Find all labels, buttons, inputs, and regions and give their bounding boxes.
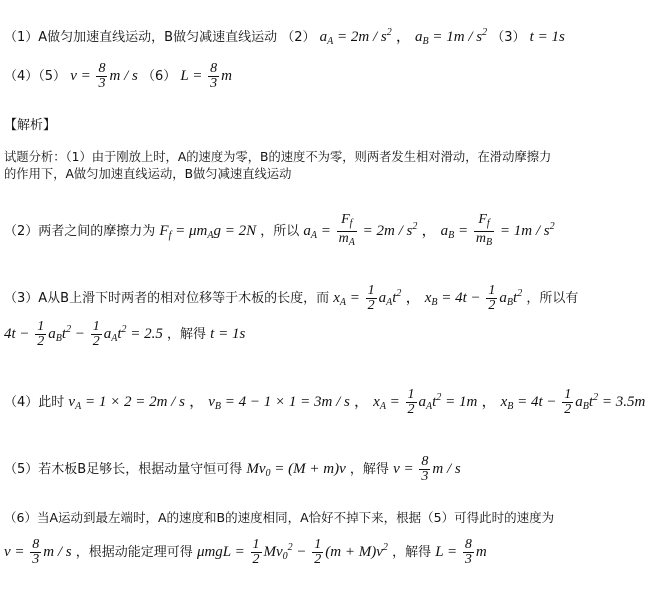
formula-energy: μmgL = $\frac{1}{2}$ $Mv_0^2$ − $\frac{1}{2}$ $(m + M)v^2$ (196, 537, 388, 567)
formula-vB: $v_B = 4 - 1 \times 1 = 3m / s$ (208, 393, 350, 412)
formula-displacement: 4t − $\frac{1}{2}$ $a_Bt^2$ − $\frac{1}{2}$ $a_At^2 = 2.5$ (4, 319, 163, 349)
formula-v-common: v = $\frac{8}{3}$ m / s (4, 537, 72, 567)
formula-xB: $x_B = 4t$ − $\frac{1}{2}$ $a_Bt^2$ (424, 283, 523, 313)
analysis-3-text-a: （3）A从B上滑下时两者的相对位移等于木板的长度，而 (4, 290, 330, 306)
analysis-5-text-a: （5）若木板B足够长，根据动量守恒可得 (4, 461, 243, 477)
analysis-6-line-2 (4, 538, 487, 567)
analysis-6-text-b: ，根据动能定理可得 (75, 544, 193, 560)
analysis-3-line-1: （3）A从B上滑下时两者的相对位移等于木板的长度，而 $x_A$ = $\frac{1}{2}$ $a_At^2$ ， $x_B = 4t$ − $\frac{1}{2}$ $a_Bt^2$ ，所以有 (4, 283, 579, 313)
answer-4-5-label: （4）（5） (4, 68, 67, 84)
answer-3-label: （3） (491, 30, 526, 45)
formula-t: t = 1s (529, 29, 565, 45)
formula-xB-value: $x_B = 4t$ − $\frac{1}{2}$ $a_Bt^2 = 3.5m$ (500, 387, 645, 417)
analysis-3-text-b: ，所以有 (526, 290, 579, 306)
analysis-2-text-b: ，所以 (260, 223, 300, 239)
formula-friction: $F_f = \mu m_Ag = 2N$ (159, 222, 257, 241)
formula-xA: $x_A$ = $\frac{1}{2}$ $a_At^2$ (333, 283, 402, 313)
analysis-1-line-2: 的作用下，A做匀加速直线运动，B做匀减速直线运动 (4, 167, 292, 181)
formula-momentum: $Mv_0 = (M + m)v$ (246, 460, 346, 479)
analysis-5 (4, 455, 461, 484)
formula-L-result: L = $\frac{8}{3}$ m (435, 537, 487, 567)
formula-v: v = $\frac{8}{3}$ m / s (70, 61, 138, 91)
formula-vA: $v_A = 1 \times 2 = 2m / s$ (68, 393, 185, 412)
analysis-6-text-c: ，解得 (392, 544, 432, 560)
analysis-5-text-b: ，解得 (349, 461, 389, 477)
answer-line-1: （1）A做匀加速直线运动，B做匀减速直线运动 （2） $a_A = 2m / s^2$ ， $a_B = 1m / s^2$ （3） t = 1s (4, 27, 565, 47)
formula-v-result: v = $\frac{8}{3}$ m / s (393, 454, 461, 484)
formula-t-result: t = 1s (210, 325, 246, 342)
answer-1-text: （1）A做匀加速直线运动，B做匀减速直线运动 (4, 30, 278, 45)
analysis-2: （2）两者之间的摩擦力为 $F_f = \mu m_Ag = 2N$ ，所以 $a_A$ = $\frac{F_f}{m_A}$ = $2m / s^2$ ， $a_B$ = $\frac{F_f}{m_B}$ = $1m / s^2$ (4, 212, 555, 248)
formula-aA: $a_A = 2m / s^2$ (319, 27, 392, 47)
answer-2-label: （2） (281, 30, 316, 45)
analysis-3-line-2 (4, 320, 245, 349)
analysis-6-line-1: （6）当A运动到最左端时，A的速度和B的速度相同，A恰好不掉下来，根据（5）可得此时的速度为 (4, 510, 555, 525)
formula-aA-derivation: $a_A$ = $\frac{F_f}{m_A}$ = $2m / s^2$ (303, 212, 418, 248)
analysis-3-text-c: ，解得 (167, 326, 207, 342)
analysis-2-text-a: （2）两者之间的摩擦力为 (4, 223, 156, 239)
section-heading: 【解析】 (4, 118, 57, 133)
formula-xA-value: $x_A$ = $\frac{1}{2}$ $a_At^2 = 1m$ (373, 387, 478, 417)
formula-L: L = $\frac{8}{3}$ m (180, 61, 232, 91)
answer-6-label: （6） (141, 68, 177, 84)
answer-line-2 (4, 62, 232, 91)
analysis-1-line-1: 试题分析：（1）由于刚放上时，A的速度为零，B的速度不为零，则两者发生相对滑动，在滑动摩擦力 (4, 150, 552, 164)
formula-aB: $a_B = 1m / s^2$ (415, 27, 488, 47)
formula-aB-derivation: $a_B$ = $\frac{F_f}{m_B}$ = $1m / s^2$ (440, 212, 555, 248)
analysis-4-text-a: （4）此时 (4, 394, 65, 410)
analysis-4: （4）此时 $v_A = 1 \times 2 = 2m / s$ ， $v_B = 4 - 1 \times 1 = 3m / s$ ， $x_A$ = $\frac{1}{2}$ $a_At^2 = 1m$ ， $x_B = 4t$ − $\frac{1}{2}$ $a_Bt^2 = 3.5m$ (4, 387, 645, 417)
